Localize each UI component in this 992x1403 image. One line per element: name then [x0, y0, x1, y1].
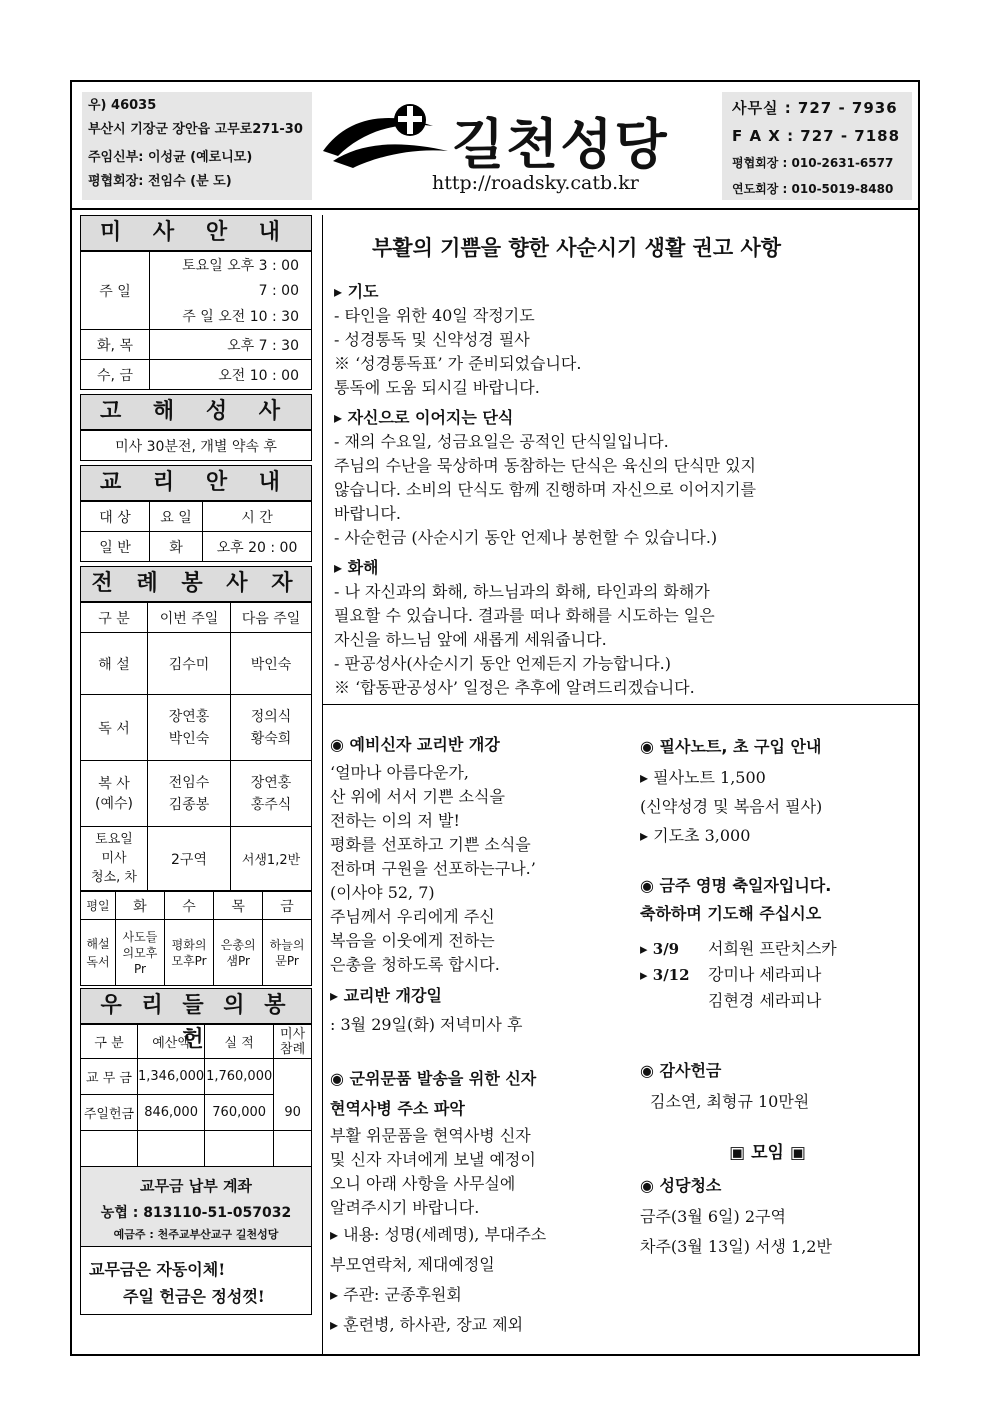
left-column — [80, 215, 312, 1315]
feast-row — [640, 962, 915, 988]
catechism-cell: 일 반 — [81, 532, 150, 562]
catechism-header: 요 일 — [150, 502, 203, 532]
lent-line: 바랍니다. — [334, 504, 401, 523]
catechumen-line: 복음을 이웃에게 전하는 — [330, 931, 495, 950]
soldiers-items — [330, 1220, 630, 1340]
server-this: 장연홍 박인숙 — [148, 695, 231, 761]
feast-date — [640, 988, 708, 1014]
feast-row — [640, 936, 915, 962]
feast-title: ◉ 금주 영명 축일자입니다. — [640, 876, 832, 895]
attendance-value: 90 — [274, 1059, 312, 1131]
council-chair: 평협회장: 전임수 (분 도) — [88, 174, 232, 189]
catechism-title: 교 리 안 내 — [80, 465, 312, 501]
offering-budget: 1,346,000 — [138, 1059, 205, 1095]
catechumen-line: 주님께서 우리에게 주신 — [330, 907, 495, 926]
mass-time: 오후 7 : 30 — [150, 330, 312, 360]
office-phone: 사무실 : 727 - 7936 — [732, 99, 898, 117]
pastor: 주임신부: 이성균 (예로니모) — [88, 150, 253, 165]
server-this: 2구역 — [148, 827, 231, 891]
notes-line: ▸ 기도초 3,000 — [640, 826, 751, 845]
thanks-section — [640, 1058, 915, 1112]
lent-line: 필요할 수 있습니다. 결과를 떠나 화해를 시도하는 일은 — [334, 606, 715, 625]
mass-title: 미 사 안 내 — [80, 215, 312, 251]
catechumen-sub: ▸ 교리반 개강일 — [330, 986, 442, 1005]
catechumen-section — [330, 732, 630, 1035]
youth-phone: 연도회장 : 010-5019-8480 — [732, 182, 894, 196]
catechism-table — [80, 501, 312, 562]
soldiers-section — [330, 1064, 630, 1340]
feast-date: ▸ 3/12 — [640, 966, 690, 984]
offering-budget: 846,000 — [138, 1095, 205, 1131]
lent-line: - 타인을 위한 40일 작정기도 — [334, 306, 535, 325]
feast-row — [640, 988, 915, 1014]
catechumen-line: 전하며 구원을 선포하는구나.’ — [330, 859, 536, 878]
address: 부산시 기장군 장안읍 고무로271-30 — [88, 122, 303, 137]
soldiers-title: 현역사병 주소 파악 — [330, 1099, 465, 1118]
offering-header: 구 분 — [81, 1025, 138, 1059]
header-divider — [70, 208, 920, 210]
lent-line: - 나 자신과의 화해, 하느님과의 화해, 타인과의 화해가 — [334, 582, 710, 601]
server-role: 토요일 미사 청소, 차 — [81, 827, 148, 891]
lent-line: - 성경통독 및 신약성경 필사 — [334, 330, 530, 349]
lent-line: - 재의 수요일, 성금요일은 공적인 단식일입니다. — [334, 432, 669, 451]
mass-time: 주 일 오전 10 : 30 — [150, 304, 312, 330]
lent-line: ▸ 화해 — [334, 558, 379, 577]
weekday-header: 화 — [116, 892, 165, 920]
soldiers-lines — [330, 1124, 630, 1220]
servers-table — [80, 602, 312, 891]
mass-time: 오전 10 : 00 — [150, 360, 312, 390]
catechumen-date: : 3월 29일(화) 저녁미사 후 — [330, 1015, 523, 1034]
lent-line: - 판공성사(사순시기 동안 언제든지 가능합니다.) — [334, 654, 671, 673]
parish-logo — [318, 96, 458, 176]
lent-body — [334, 280, 914, 700]
servers-header: 구 분 — [81, 603, 148, 633]
soldiers-item: ▸ 내용: 성명(세례명), 부대주소 — [330, 1225, 547, 1244]
feast-section — [640, 872, 915, 1014]
servers-header: 다음 주일 — [231, 603, 312, 633]
motto-line: 교무금은 자동이체! — [89, 1260, 226, 1279]
mass-table — [80, 251, 312, 390]
feast-names: 강미나 세라피나 — [708, 965, 822, 984]
feast-names: 서희원 프란치스카 — [708, 939, 837, 958]
offering-header: 예산액 — [138, 1025, 205, 1059]
server-next: 박인숙 — [231, 633, 312, 695]
offering-label: 교 무 금 — [81, 1059, 138, 1095]
catechism-header: 대 상 — [81, 502, 150, 532]
notes-line: (신약성경 및 복음서 필사) — [640, 797, 823, 816]
catechumen-lines — [330, 761, 630, 977]
lent-line: 자신을 하느님 앞에 새롭게 세워줍니다. — [334, 630, 607, 649]
notes-lines — [640, 763, 915, 850]
offering-actual: 1,760,000 — [205, 1059, 274, 1095]
mass-day: 주 일 — [81, 252, 150, 330]
server-role: 해 설 — [81, 633, 148, 695]
lent-line: 않습니다. 소비의 단식도 함께 진행하며 자신으로 이어지기를 — [334, 480, 757, 499]
offering-empty — [81, 1131, 138, 1167]
account-holder: 예금주 : 천주교부산교구 길천성당 — [113, 1228, 279, 1241]
meetings-sub: ◉ 성당청소 — [640, 1176, 722, 1195]
servers-header: 이번 주일 — [148, 603, 231, 633]
server-role: 복 사 (예수) — [81, 761, 148, 827]
offering-empty — [138, 1131, 205, 1167]
fax-number: F A X : 727 - 7188 — [732, 127, 901, 145]
catechumen-title: ◉ 예비신자 교리반 개강 — [330, 735, 500, 754]
offering-header: 실 적 — [205, 1025, 274, 1059]
catechumen-line: 산 위에 서서 기쁜 소식을 — [330, 787, 505, 806]
soldiers-item: ▸ 훈련병, 하사관, 장교 제외 — [330, 1315, 524, 1334]
parish-url[interactable]: http://roadsky.catb.kr — [432, 172, 639, 194]
server-this: 전임수 김종봉 — [148, 761, 231, 827]
servers-title: 전 례 봉 사 자 — [80, 566, 312, 602]
lent-line: ▸ 자신으로 이어지는 단식 — [334, 408, 514, 427]
lent-line: ※ ‘성경통독표’ 가 준비되었습니다. — [334, 354, 582, 373]
offering-actual: 760,000 — [205, 1095, 274, 1131]
soldiers-line: 오니 아래 사항을 사무실에 — [330, 1174, 516, 1193]
server-next: 서생1,2반 — [231, 827, 312, 891]
weekday-value: 평화의 모후Pr — [164, 920, 213, 986]
weekday-header: 평일 — [81, 892, 116, 920]
postal-code: 우) 46035 — [88, 98, 157, 113]
motto-line: 주일 헌금은 정성껏! — [123, 1287, 265, 1306]
soldiers-item: ▸ 주관: 군종후원회 — [330, 1285, 462, 1304]
meetings-section — [640, 1138, 915, 1262]
catechism-header: 시 간 — [203, 502, 312, 532]
offering-empty — [274, 1131, 312, 1167]
lent-line: - 사순헌금 (사순시기 동안 언제나 봉헌할 수 있습니다.) — [334, 528, 718, 547]
server-next: 장연홍 홍주식 — [231, 761, 312, 827]
catechumen-line: 평화를 선포하고 기쁜 소식을 — [330, 835, 531, 854]
mass-time: 토요일 오후 3 : 00 — [150, 252, 312, 278]
notes-title: ◉ 필사노트, 초 구입 안내 — [640, 737, 822, 756]
feast-rows — [640, 936, 915, 1014]
soldiers-title: ◉ 군위문품 발송을 위한 신자 — [330, 1069, 537, 1088]
mass-time: 7 : 00 — [150, 278, 312, 304]
weekday-value: 사도들 의모후 Pr — [116, 920, 165, 986]
soldiers-line: 부활 위문품을 현역사병 신자 — [330, 1126, 531, 1145]
meetings-lines — [640, 1202, 915, 1262]
council-phone: 평협회장 : 010-2631-6577 — [732, 156, 894, 170]
confession-table — [80, 430, 312, 461]
feast-names: 김현경 세라피나 — [708, 991, 822, 1010]
weekday-value: 하늘의 문Pr — [263, 920, 312, 986]
soldiers-line: 및 신자 자녀에게 보낼 예정이 — [330, 1150, 536, 1169]
catechism-cell: 오후 20 : 00 — [203, 532, 312, 562]
header-info — [82, 92, 312, 200]
catechism-cell: 화 — [150, 532, 203, 562]
offering-title: 우 리 들 의 봉 헌 — [80, 988, 312, 1024]
feast-title: 축하하며 기도해 주십시오 — [640, 904, 822, 923]
notes-line: ▸ 필사노트 1,500 — [640, 768, 766, 787]
catechumen-line: ‘얼마나 아름다운가, — [330, 763, 469, 782]
catechumen-line: 은총을 청하도록 합시다. — [330, 955, 500, 974]
contact-info — [722, 92, 912, 200]
server-next: 정의식 황숙희 — [231, 695, 312, 761]
account-title: 교무금 납부 계좌 — [140, 1177, 252, 1195]
offering-label: 주일헌금 — [81, 1095, 138, 1131]
catechumen-line: (이사야 52, 7) — [330, 883, 435, 902]
thanks-text: 김소연, 최형규 10만원 — [650, 1092, 810, 1111]
confession-text: 미사 30분전, 개별 약속 후 — [81, 431, 312, 461]
meetings-title: ▣ 모임 ▣ — [729, 1143, 806, 1163]
motto-box — [80, 1247, 312, 1315]
lent-title: 부활의 기쁨을 향한 사순시기 생활 권고 사항 — [372, 235, 782, 260]
weekday-servers-table — [80, 891, 312, 986]
lent-line: ※ ‘합동판공성사’ 일정은 추후에 알려드리겠습니다. — [334, 678, 695, 697]
server-this: 김수미 — [148, 633, 231, 695]
soldiers-item: 부모연락처, 제대예정일 — [330, 1255, 495, 1274]
meetings-line: 차주(3월 13일) 서생 1,2반 — [640, 1237, 832, 1256]
catechumen-line: 전하는 이의 저 발! — [330, 811, 460, 830]
offering-empty — [205, 1131, 274, 1167]
mass-day: 화, 목 — [81, 330, 150, 360]
soldiers-line: 알려주시기 바랍니다. — [330, 1198, 480, 1217]
account-box — [80, 1167, 312, 1247]
parish-name: 길천성당 — [452, 113, 669, 176]
account-number: 농협 : 813110-51-057032 — [100, 1205, 292, 1221]
weekday-value: 은총의 샘Pr — [214, 920, 263, 986]
weekday-header: 금 — [263, 892, 312, 920]
lent-line: 주님의 수난을 묵상하며 동참하는 단식은 육신의 단식만 있지 — [334, 456, 757, 475]
weekday-role: 해설 독서 — [81, 920, 116, 986]
confession-title: 고 해 성 사 — [80, 394, 312, 430]
lent-line: 통독에 도움 되시길 바랍니다. — [334, 378, 540, 397]
notes-section — [640, 734, 915, 850]
offering-header: 미사 참례 — [274, 1025, 312, 1059]
feast-date: ▸ 3/9 — [640, 940, 680, 958]
server-role: 독 서 — [81, 695, 148, 761]
meetings-line: 금주(3월 6일) 2구역 — [640, 1207, 786, 1226]
lent-line: ▸ 기도 — [334, 282, 379, 301]
weekday-header: 수 — [164, 892, 213, 920]
weekday-header: 목 — [214, 892, 263, 920]
thanks-title: ◉ 감사헌금 — [640, 1061, 722, 1080]
mass-day: 수, 금 — [81, 360, 150, 390]
